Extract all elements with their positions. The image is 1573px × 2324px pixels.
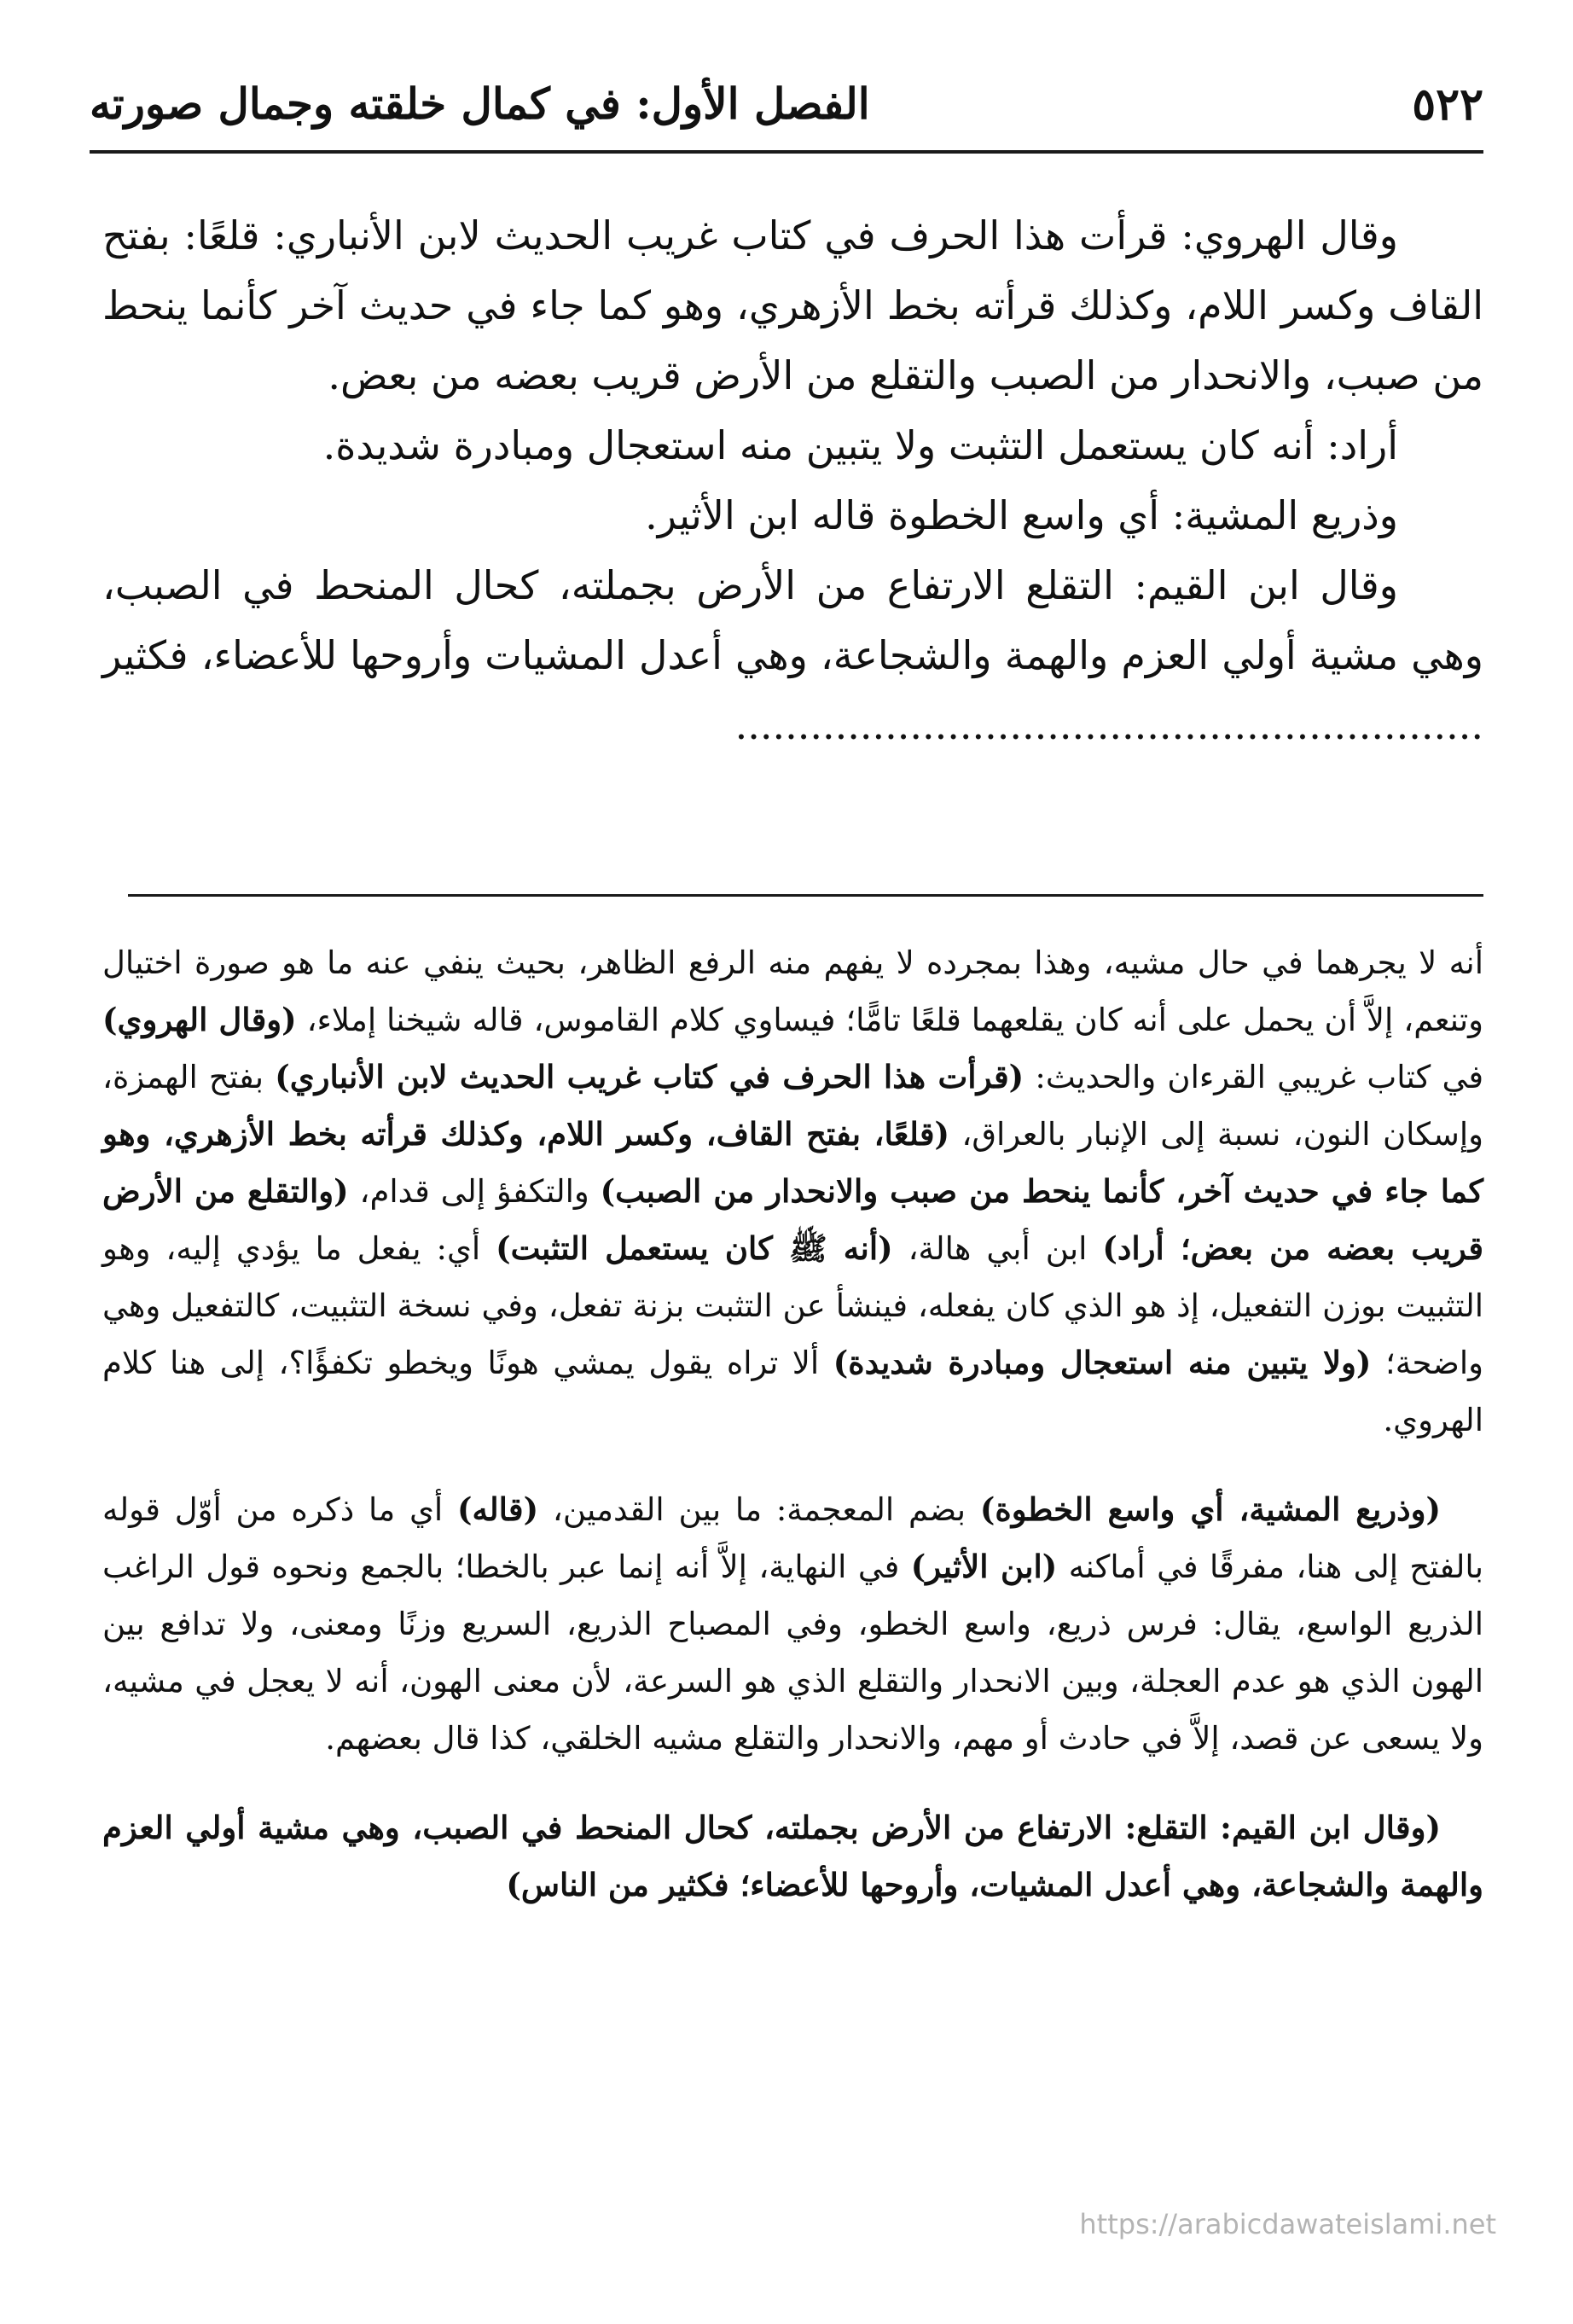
commentary-text: بضم المعجمة: ما بين القدمين، [538,1491,980,1528]
commentary-text: أي ما ذكره من أوّل قوله بالفتح إلى هنا، مفرقًا في أماكنه [102,1491,1483,1585]
commentary-paragraph-1 [102,934,1483,1449]
main-paragraph-dharee: وذريع المشية: أي واسع الخطوة قاله ابن الأثير. [645,492,1398,538]
header-rule [90,150,1483,154]
commentary-quote: (أنه ﷺ كان يستعمل التثبت) [496,1229,893,1267]
footnote-separator [128,894,1483,897]
commentary-text: في النهاية، إلاَّ أنه إنما عبر بالخطا؛ بالجمع ونحوه قول الراغب الذريع الواسع، يقال: فرس ذريع، واسع الخطو، وفي المصباح الذريع، السريع وزنًا ومعنى، ولا تدافع بين الهون الذي هو عدم العجلة، وبين الانحدار والتقلع الذي هو السرعة، لأن معنى الهون، أنه لا يعجل في مشيه، ولا يسعى عن قصد، إلاَّ في حادث أو مهم، والانحدار والتقلع مشيه الخلقي، كذا قال بعضهم. [102,1548,1483,1757]
commentary-text: أي: يفعل ما يؤدي إليه، وهو التثبيت بوزن التفعيل، إذ هو الذي كان يفعله، فينشأ عن التثبت بزنة تفعل، وفي نسخة التثبيت، كالتفعيل وهي واضحة؛ [102,1230,1483,1381]
running-header [90,68,1483,162]
commentary-quote: (ابن الأثير) [910,1548,1058,1585]
commentary-paragraph-2 [102,1481,1483,1767]
page-number: ٥٢٢ [1412,78,1483,131]
main-text [102,200,1483,760]
continuation-dots: ............................................................ [734,702,1483,748]
commentary-text: أنه لا يجرهما في حال مشيه، وهذا بمجرده لا يفهم منه الرفع الظاهر، بحيث ينفي عنه ما هو صورة اختيال وتنعم، إلاَّ أن يحمل على أنه كان يقلعهما قلعًا تامًّا؛ فيساوي كلام القاموس، قاله شيخنا إملاء، [102,944,1483,1038]
main-paragraph-harawi: وقال الهروي: قرأت هذا الحرف في كتاب غريب الحديث لابن الأنباري: قلعًا: بفتح القاف وكسر اللام، وكذلك قرأته بخط الأزهري، وهو كما جاء في حديث آخر كأنما ينحط من صبب، والانحدار من الصبب والتقلع من الأرض قريب بعضه من بعض. [102,212,1483,398]
commentary-text: ابن أبي هالة، [892,1230,1103,1267]
commentary [102,934,1483,1914]
commentary-quote: (وقال الهروي) [102,1001,297,1038]
commentary-quote: (وقال ابن القيم: التقلع: الارتفاع من الأرض بجملته، كحال المنحط في الصبب، وهي مشية أولي العزم والهمة والشجاعة، وهي أعدل المشيات، وأروحها للأعضاء؛ فكثير من الناس) [102,1809,1483,1903]
main-paragraph-ibn-qayyim-text: وقال ابن القيم: التقلع الارتفاع من الأرض بجملته، كحال المنحط في الصبب، وهي مشية أولي العزم والهمة والشجاعة، وهي أعدل المشيات وأروحها للأعضاء، فكثير [102,562,1483,678]
watermark-url: https://arabicdawateislami.net [1079,2208,1496,2240]
commentary-paragraph-3 [102,1799,1483,1914]
commentary-quote: (قلعًا، بفتح القاف، وكسر اللام، وكذلك قرأته بخط الأزهري، وهو كما جاء في حديث آخر، كأنما ينحط من صبب والانحدار من الصبب) [102,1115,1483,1210]
chapter-title: الفصل الأول: في كمال خلقته وجمال صورته [90,78,870,129]
commentary-quote: (وذريع المشية، أي واسع الخطوة) [979,1490,1442,1528]
commentary-quote: (والتقلع من الأرض قريب بعضه من بعض؛ أراد) [102,1172,1484,1267]
main-paragraph-ibn-qayyim [102,550,1483,760]
commentary-text: ألا تراه يقول يمشي هونًا ويخطو تكفؤًا؟، إلى هنا كلام الهروي. [102,1345,1483,1438]
commentary-text: في كتاب غريبي القرءان والحديث: [1024,1059,1483,1095]
commentary-quote: (ولا يتبين منه استعجال ومبادرة شديدة) [833,1344,1372,1381]
main-paragraph-arada: أراد: أنه كان يستعمل التثبت ولا يتبين منه استعجال ومبادرة شديدة. [322,422,1398,468]
commentary-quote: (قرأت هذا الحرف في كتاب غريب الحديث لابن الأنباري) [275,1058,1024,1095]
commentary-quote: (قاله) [457,1490,539,1528]
commentary-text: والتكفؤ إلى قدام، [348,1173,601,1210]
commentary-text: بفتح الهمزة، وإسكان النون، نسبة إلى الإنبار بالعراق، [102,1059,1483,1153]
